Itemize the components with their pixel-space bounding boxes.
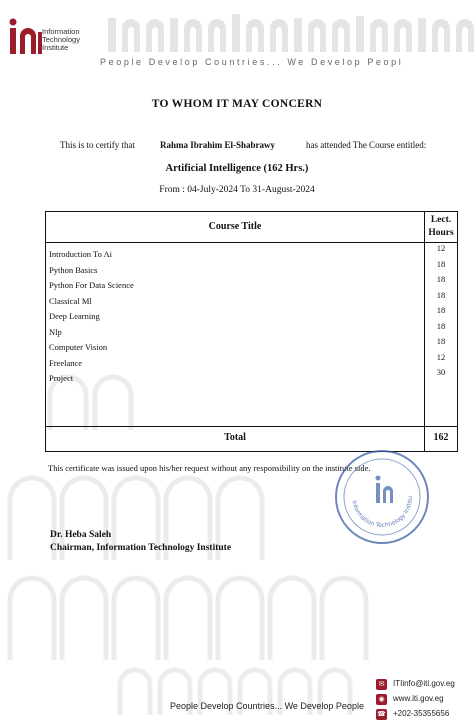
contact-website-text: www.iti.gov.eg	[393, 694, 444, 703]
logo-line-2: Technology	[42, 35, 80, 44]
course-rows	[46, 243, 457, 383]
column-header-course-title: Course Title	[208, 221, 262, 232]
course-dates	[0, 185, 474, 195]
course-hours-cell: 18	[436, 258, 446, 269]
student-name: Rahma Ibrahim El-Shabrawy	[160, 140, 276, 150]
table-row	[46, 290, 457, 306]
iti-logo	[8, 14, 118, 58]
disclaimer-text: This certificate was issued upon his/her request without any responsibility on the institute side.	[48, 463, 371, 473]
total-hours: 162	[433, 432, 449, 443]
institute-stamp	[332, 447, 432, 547]
table-row	[46, 352, 457, 368]
logo-line-1: Information	[42, 27, 80, 36]
table-row	[46, 243, 457, 259]
course-hours-cell: 12	[436, 351, 446, 362]
column-header-hours-line1: Lect.	[430, 215, 452, 225]
to-label: To	[240, 185, 251, 195]
course-title-cell: Introduction To Ai	[49, 249, 112, 259]
courses-table	[45, 211, 458, 452]
course-hours-cell: 18	[436, 305, 446, 315]
table-row	[46, 336, 457, 352]
course-title-cell: Freelance	[49, 357, 83, 368]
from-date: 04-July-2024	[187, 185, 238, 195]
course-hours-cell: 30	[436, 367, 446, 377]
contact-email-text: ITIinfo@iti.gov.eg	[393, 679, 455, 688]
table-row	[46, 259, 457, 275]
table-row	[46, 367, 457, 383]
table-total-divider	[46, 426, 457, 427]
svg-text:Information Technology Institu	[332, 447, 414, 529]
signatory-name: Dr. Heba Saleh	[50, 530, 112, 540]
contact-website	[376, 693, 472, 708]
mail-icon: ✉	[376, 679, 387, 690]
column-header-hours	[425, 214, 457, 240]
course-title-cell: Deep Learning	[49, 311, 100, 321]
course-title-cell: Nlp	[49, 326, 62, 337]
attended-text: has attended The Course entitled:	[306, 140, 427, 150]
contact-phone	[376, 708, 472, 723]
table-row	[46, 305, 457, 321]
header-arch-pattern	[108, 10, 474, 56]
course-hours-cell: 18	[436, 274, 446, 284]
document-heading: TO WHOM IT MAY CONCERN	[151, 98, 323, 110]
course-name: Artificial Intelligence (162 Hrs.)	[165, 163, 309, 174]
to-date: 31-August-2024	[252, 185, 315, 195]
course-hours-cell: 18	[436, 289, 446, 300]
from-label: From :	[159, 185, 185, 195]
contact-email	[376, 678, 472, 693]
column-header-hours-line2: Hours	[428, 228, 454, 238]
stamp-text: Information Technology Institu	[350, 495, 415, 530]
course-title-cell: Project	[49, 373, 74, 383]
total-label: Total	[224, 432, 246, 443]
phone-icon: ☎	[377, 710, 386, 718]
globe-icon: ◉	[376, 694, 387, 705]
header-slogan: People Develop Countries... We Develop Peopl	[100, 57, 404, 67]
course-title-cell: Python For Data Science	[49, 280, 134, 290]
table-row	[46, 274, 457, 290]
course-title-cell: Classical Ml	[49, 295, 92, 306]
course-hours-cell: 18	[436, 320, 446, 331]
contact-info	[376, 678, 472, 723]
footer-slogan: People Develop Countries... We Develop People	[170, 701, 364, 711]
course-hours-cell: 12	[436, 243, 446, 253]
course-hours-cell: 18	[436, 336, 446, 346]
logo-line-3: Institute	[42, 43, 69, 52]
contact-phone-text: +202-35355656	[393, 709, 450, 718]
logo-text	[42, 28, 80, 52]
iti-logo-mark	[8, 14, 44, 58]
signatory-title: Chairman, Information Technology Institute	[50, 543, 232, 553]
course-title-cell: Computer Vision	[49, 342, 108, 352]
course-title-cell: Python Basics	[49, 264, 98, 275]
certify-intro: This is to certify that	[60, 140, 135, 150]
table-row	[46, 321, 457, 337]
